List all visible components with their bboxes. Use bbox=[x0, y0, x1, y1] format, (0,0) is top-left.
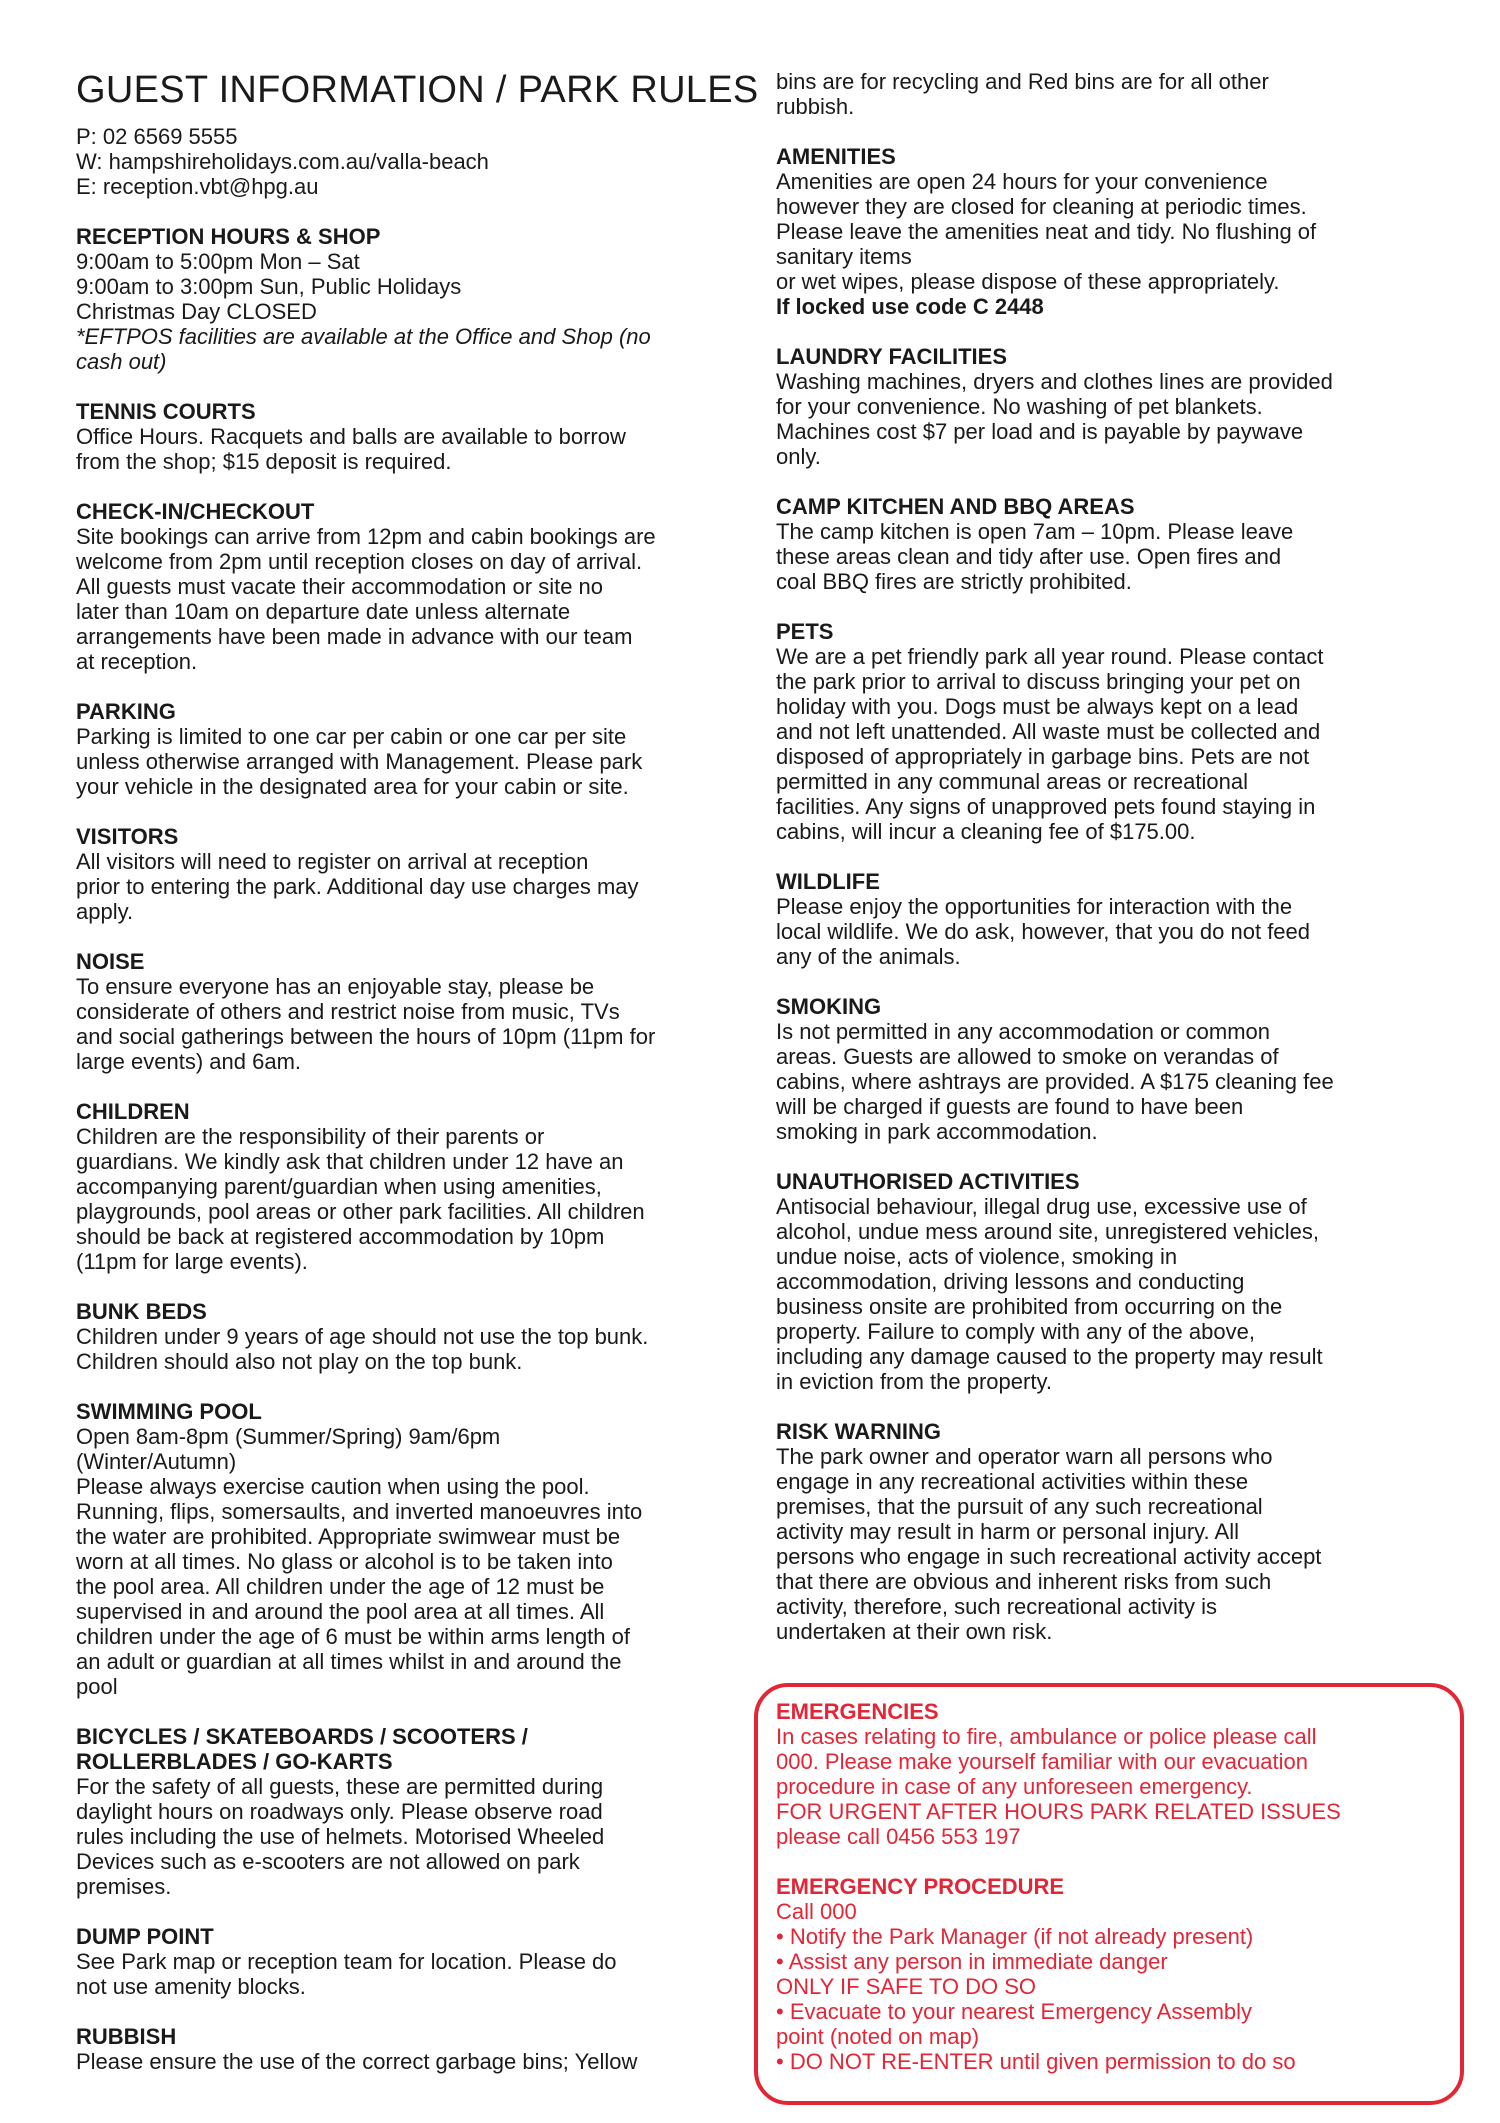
section-heading: UNAUTHORISED ACTIVITIES bbox=[776, 1169, 1080, 1194]
section-body: Please enjoy the opportunities for interaction with the local wildlife. We do ask, however, that you do not feed any of the animals. bbox=[776, 894, 1311, 969]
section-body: For the safety of all guests, these are permitted during daylight hours on roadways only. Please observe road rules including the use of helmets. Motorised Wheeled Devices such as e-scooters are not allowed on park premises. bbox=[76, 1774, 605, 1899]
section-body: Parking is limited to one car per cabin or one car per site unless otherwise arranged with Management. Please park your vehicle in the designated area for your cabin or site. bbox=[76, 724, 643, 799]
section-body: Children under 9 years of age should not use the top bunk. Children should also not play on the top bunk. bbox=[76, 1324, 649, 1374]
section-body: 9:00am to 5:00pm Mon – Sat 9:00am to 3:00pm Sun, Public Holidays Christmas Day CLOSED bbox=[76, 249, 462, 324]
section-heading: CHECK-IN/CHECKOUT bbox=[76, 499, 315, 524]
section-heading: VISITORS bbox=[76, 824, 179, 849]
section-heading: RECEPTION HOURS & SHOP bbox=[76, 224, 381, 249]
section-noise bbox=[76, 949, 756, 1074]
section-laundry bbox=[776, 344, 1426, 469]
section-heading: PETS bbox=[776, 619, 834, 644]
emergency-box-border bbox=[754, 1683, 1464, 2105]
email: E: reception.vbt@hpg.au bbox=[76, 174, 319, 199]
procedure-steps: Call 000 • Notify the Park Manager (if not already present) • Assist any person in immediate danger ONLY IF SAFE TO DO SO • Evacuate to your nearest Emergency Assembly point (noted on map) • DO NOT RE-ENTER until given permission to do so bbox=[776, 1899, 1296, 2074]
website: W: hampshireholidays.com.au/valla-beach bbox=[76, 149, 489, 174]
section-body: Office Hours. Racquets and balls are available to borrow from the shop; $15 deposit is required. bbox=[76, 424, 626, 474]
section-heading: AMENITIES bbox=[776, 144, 896, 169]
section-heading: PARKING bbox=[76, 699, 176, 724]
section-body: Open 8am-8pm (Summer/Spring) 9am/6pm (Winter/Autumn) Please always exercise caution when using the pool. Running, flips, somersaults, and inverted manoeuvres into the water are prohibited. Appropriate swimwear must be worn at all times. No glass or alcohol is to be taken into the pool area. All children under the age of 12 must be supervised in and around the pool area at all times. All children under the age of 6 must be within arms length of an adult or guardian at all times whilst in and around the pool bbox=[76, 1424, 643, 1699]
locked-code: If locked use code C 2448 bbox=[776, 294, 1044, 319]
section-heading: DUMP POINT bbox=[76, 1924, 214, 1949]
rubbish-continued bbox=[776, 69, 1426, 119]
section-amenities bbox=[776, 144, 1426, 319]
section-checkin bbox=[76, 499, 756, 674]
section-body: Is not permitted in any accommodation or common areas. Guests are allowed to smoke on verandas of cabins, where ashtrays are provided. A $175 cleaning fee will be charged if guests are found to have been smoking in park accommodation. bbox=[776, 1019, 1334, 1144]
section-body: See Park map or reception team for location. Please do not use amenity blocks. bbox=[76, 1949, 617, 1999]
section-body: Site bookings can arrive from 12pm and cabin bookings are welcome from 2pm until reception closes on day of arrival. All guests must vacate their accommodation or site no later than 10am on departure date unless alternate arrangements have been made in advance with our team at reception. bbox=[76, 524, 656, 674]
section-body: The park owner and operator warn all persons who engage in any recreational activities within these premises, that the pursuit of any such recreational activity may result in harm or personal injury. All persons who engage in such recreational activity accept that there are obvious and inherent risks from such activity, therefore, such recreational activity is undertaken at their own risk. bbox=[776, 1444, 1322, 1644]
section-visitors bbox=[76, 824, 756, 924]
section-swimming-pool bbox=[76, 1399, 756, 1699]
page-title: GUEST INFORMATION / PARK RULES bbox=[76, 69, 759, 111]
section-body: Antisocial behaviour, illegal drug use, excessive use of alcohol, undue mess around site, unregistered vehicles, undue noise, acts of violence, smoking in accommodation, driving lessons and conducting business onsite are prohibited from occurring on the property. Failure to comply with any of the above, including any damage caused to the property may result in eviction from the property. bbox=[776, 1194, 1323, 1394]
procedure-heading: EMERGENCY PROCEDURE bbox=[776, 1874, 1065, 1899]
section-bunk-beds bbox=[76, 1299, 756, 1374]
section-body: Please ensure the use of the correct garbage bins; Yellow bbox=[76, 2049, 638, 2074]
section-unauthorised bbox=[776, 1169, 1426, 1394]
section-pets bbox=[776, 619, 1426, 844]
section-heading: LAUNDRY FACILITIES bbox=[776, 344, 1008, 369]
section-body: The camp kitchen is open 7am – 10pm. Please leave these areas clean and tidy after use. Open fires and coal BBQ fires are strictly prohibited. bbox=[776, 519, 1294, 594]
section-heading: SMOKING bbox=[776, 994, 882, 1019]
section-dump-point bbox=[76, 1924, 756, 1999]
section-heading: CAMP KITCHEN AND BBQ AREAS bbox=[776, 494, 1135, 519]
section-body: Amenities are open 24 hours for your convenience however they are closed for cleaning at periodic times. Please leave the amenities neat and tidy. No flushing of sanitary items or wet wipes, please dispose of these appropriately. bbox=[776, 169, 1317, 294]
section-smoking bbox=[776, 994, 1426, 1144]
eftpos-note: *EFTPOS facilities are available at the Office and Shop (no cash out) bbox=[76, 324, 651, 374]
section-rubbish bbox=[76, 2024, 756, 2074]
section-body: To ensure everyone has an enjoyable stay, please be considerate of others and restrict noise from music, TVs and social gatherings between the hours of 10pm (11pm for large events) and 6am. bbox=[76, 974, 656, 1074]
section-body: bins are for recycling and Red bins are for all other rubbish. bbox=[776, 69, 1269, 119]
section-heading: SWIMMING POOL bbox=[76, 1399, 262, 1424]
section-wildlife bbox=[776, 869, 1426, 969]
section-heading: RUBBISH bbox=[76, 2024, 177, 2049]
section-heading: BUNK BEDS bbox=[76, 1299, 207, 1324]
emergencies-body: In cases relating to fire, ambulance or police please call 000. Please make yourself familiar with our evacuation procedure in case of any unforeseen emergency. FOR URGENT AFTER HOURS PARK RELATED ISSUES please call 0456 553 197 bbox=[776, 1724, 1341, 1849]
section-reception bbox=[76, 224, 756, 374]
section-heading: RISK WARNING bbox=[776, 1419, 941, 1444]
section-heading: BICYCLES / SKATEBOARDS / SCOOTERS / ROLLERBLADES / GO-KARTS bbox=[76, 1724, 528, 1774]
section-body: Washing machines, dryers and clothes lines are provided for your convenience. No washing of pet blankets. Machines cost $7 per load and is payable by paywave only. bbox=[776, 369, 1333, 469]
section-body: Children are the responsibility of their parents or guardians. We kindly ask that children under 12 have an accompanying parent/guardian when using amenities, playgrounds, pool areas or other park facilities. All children should be back at registered accommodation by 10pm (11pm for large events). bbox=[76, 1124, 645, 1274]
section-bicycles bbox=[76, 1724, 756, 1899]
section-parking bbox=[76, 699, 756, 799]
emergencies-heading: EMERGENCIES bbox=[776, 1699, 939, 1724]
section-camp-kitchen bbox=[776, 494, 1426, 594]
section-heading: WILDLIFE bbox=[776, 869, 880, 894]
section-heading: TENNIS COURTS bbox=[76, 399, 256, 424]
section-body: We are a pet friendly park all year round. Please contact the park prior to arrival to discuss bringing your pet on holiday with you. Dogs must be always kept on a lead and not left unattended. All waste must be collected and disposed of appropriately in garbage bins. Pets are not permitted in any communal areas or recreational facilities. Any signs of unapproved pets found staying in cabins, will incur a cleaning fee of $175.00. bbox=[776, 644, 1324, 844]
section-risk-warning bbox=[776, 1419, 1426, 1644]
section-tennis bbox=[76, 399, 756, 474]
section-body: All visitors will need to register on arrival at reception prior to entering the park. Additional day use charges may apply. bbox=[76, 849, 639, 924]
section-children bbox=[76, 1099, 756, 1274]
section-heading: CHILDREN bbox=[76, 1099, 190, 1124]
section-heading: NOISE bbox=[76, 949, 145, 974]
contact-block bbox=[76, 124, 489, 199]
phone-number: P: 02 6569 5555 bbox=[76, 124, 238, 149]
